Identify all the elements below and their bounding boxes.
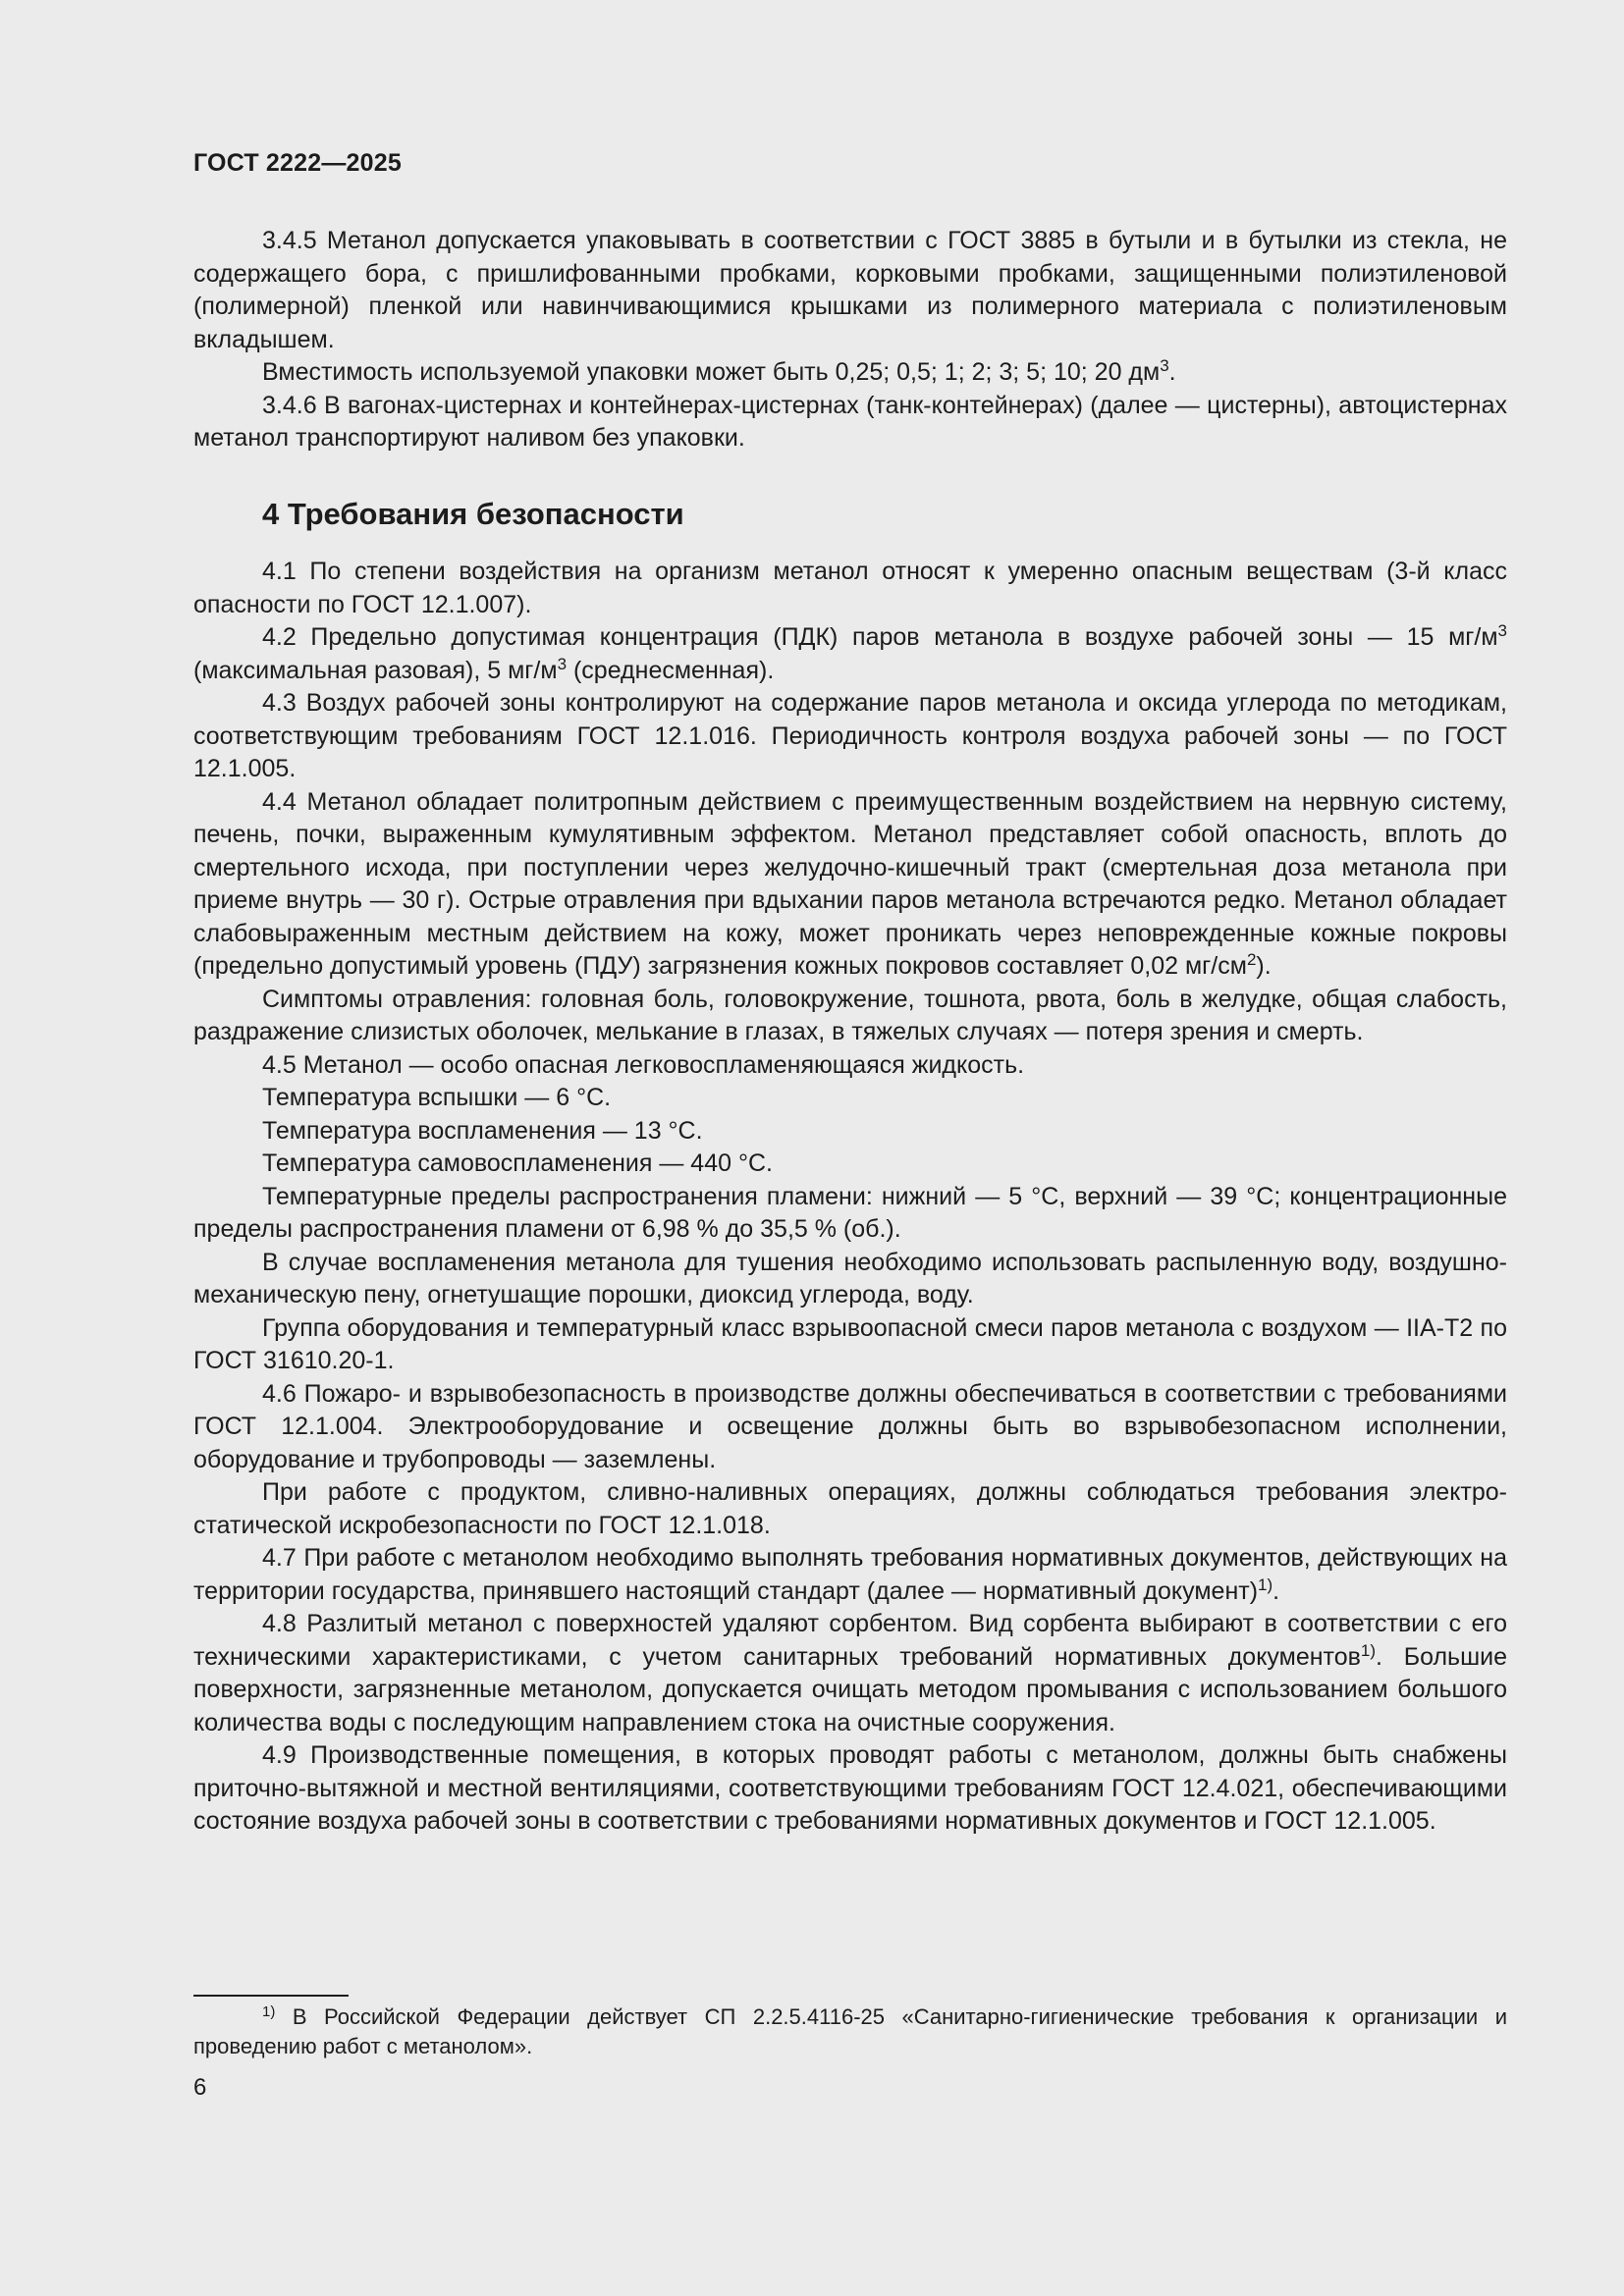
paragraph-3-4-5: 3.4.5 Метанол допускается упаковывать в соответствии с ГОСТ 3885 в бутыли и в бутылки из стекла, не содержащего бора, с пришлифованными пробками, корковыми пробками, защищенными полиэтиленовой (полимерной) пленкой или навинчивающимися крышками из полимерного материала с полиэтиленовым вкладышем.	[193, 227, 1507, 353]
paragraph-equipment-group: Группа оборудования и температурный класс взрывоопасной смеси паров метанола с воздухом — IIA-T2 по ГОСТ 31610.20-1.	[193, 1313, 1507, 1374]
page-number: 6	[193, 2074, 207, 2101]
paragraph-4-7-end: .	[1272, 1576, 1280, 1605]
paragraph-flash-point: Температура вспышки — 6 °С.	[262, 1084, 612, 1111]
paragraph-3-4-6: 3.4.6 В вагонах-цистернах и контейнерах-цистернах (танк-контейнерах) (далее — цистерны), автоцистернах метанол транспортируют наливом без упаковки.	[193, 391, 1507, 452]
paragraph-static-safety: При работе с продуктом, сливно-наливных операциях, должны соблюдаться требования электростатической искробезопасности по ГОСТ 12.1.018.	[193, 1478, 1507, 1539]
paragraph-4-2	[193, 621, 1507, 687]
paragraph-4-4-text: 4.4 Метанол обладает политропным действием с преимущественным воздействием на нервную систему, печень, почки, выраженным кумулятивным эффектом. Метанол представляет собой опасность, вплоть до смертельного исхода, при поступлении через желудочно-кишечный тракт (смертельная доза метанола при приеме внутрь — 30 г). Острые отравления при вдыхании паров метанола встречаются редко. Метанол обладает слабовыраженным местным действием на кожу, может проникать через неповрежденные кожные покровы (предельно допустимый уровень (ПДУ) загрязнения кожных покровов составляет 0,02 мг/см	[193, 787, 1507, 980]
paragraph-4-8-text: 4.8 Разлитый метанол с поверхностей удаляют сорбентом. Вид сорбента выбирают в соответствии с его техническими характеристиками, с учетом санитарных требований нормативных документов	[193, 1610, 1507, 1671]
content-block-safety	[193, 556, 1507, 1839]
paragraph-4-7	[193, 1542, 1507, 1608]
paragraph-4-1: 4.1 По степени воздействия на организм метанол относят к умеренно опасным веществам (3-й класс опасности по ГОСТ 12.1.007).	[193, 558, 1507, 618]
footnote-body: В Российской Федерации действует СП 2.2.5.4116-25 «Санитарно-гигиенические требования к организации и проведению работ с метанолом».	[193, 2004, 1507, 2058]
paragraph-flame-limits: Температурные пределы распространения пламени: нижний — 5 °С, верхний — 39 °С; концентрационные пределы распространения пламени от 6,98 % до 35,5 % (об.).	[193, 1182, 1507, 1243]
superscript: 2	[1246, 950, 1257, 969]
capacity-end: .	[1168, 358, 1176, 386]
paragraph-4-2-text: 4.2 Предельно допустимая концентрация (ПДК) паров метанола в воздухе рабочей зоны — 15 мг/м	[262, 623, 1498, 651]
paragraph-4-9: 4.9 Производственные помещения, в которых проводят работы с метанолом, должны быть снабжены приточно-вытяжной и местной вентиляциями, соответствующими требованиям ГОСТ 12.4.021, обеспечивающими состояние воздуха рабочей зоны в соответствии с требованиями нормативных документов и ГОСТ 12.1.005.	[193, 1741, 1507, 1835]
superscript: 3	[557, 654, 568, 673]
paragraph-capacity	[193, 356, 1507, 390]
footnote-divider	[193, 1995, 349, 1997]
footnote	[193, 2002, 1507, 2061]
paragraph-symptoms: Симптомы отравления: головная боль, головокружение, тошнота, рвота, боль в желудке, общая слабость, раздражение слизистых оболочек, мелькание в глазах, в тяжелых случаях — потеря зрения и смерть.	[193, 985, 1507, 1045]
section-title: 4 Требования безопасности	[262, 497, 684, 531]
superscript: 3	[1497, 621, 1507, 640]
paragraph-4-2-text-3: (среднесменная).	[567, 656, 775, 684]
paragraph-4-8-end: . Большие поверхности, загрязненные метанолом, допускается очищать методом промывания с использованием большого количества воды с последующим направлением стока на очистные сооружения.	[193, 1642, 1507, 1736]
paragraph-ignition: Температура воспламенения — 13 °С.	[262, 1116, 703, 1145]
paragraph-4-4-end: ).	[1256, 952, 1272, 980]
paragraph-4-5: 4.5 Метанол — особо опасная легковоспламеняющаяся жидкость.	[262, 1050, 1025, 1079]
capacity-text: Вместимость используемой упаковки может быть 0,25; 0,5; 1; 2; 3; 5; 10; 20 дм	[262, 358, 1161, 386]
paragraph-autoignition: Температура самовоспламенения — 440 °С.	[262, 1149, 773, 1177]
paragraph-4-2-text-2: (максимальная разовая), 5 мг/м	[193, 656, 558, 684]
document-header: ГОСТ 2222—2025	[193, 149, 402, 177]
paragraph-4-4	[193, 786, 1507, 984]
paragraph-4-7-text: 4.7 При работе с метанолом необходимо выполнять требования нормативных документов, действующих на территории государства, принявшего настоящий стандарт (далее — нормативный документ)	[193, 1544, 1507, 1605]
paragraph-4-3: 4.3 Воздух рабочей зоны контролируют на содержание паров метанола и оксида углерода по методикам, соответствующим требованиям ГОСТ 12.1.016. Периодичность контроля воздуха рабочей зоны — по ГОСТ 12.1.005.	[193, 689, 1507, 782]
footnote-marker: 1)	[262, 2003, 276, 2020]
paragraph-extinguishing: В случае воспламенения метанола для тушения необходимо использовать распыленную воду, воздушно-механическую пену, огнетушащие порошки, диоксид углерода, воду.	[193, 1248, 1507, 1308]
footnote-ref: 1)	[1360, 1640, 1377, 1660]
paragraph-4-6: 4.6 Пожаро- и взрывобезопасность в производстве должны обеспечиваться в соответствии с требованиями ГОСТ 12.1.004. Электрооборудование и освещение должны быть во взрывобезопасном исполнении, оборудование и трубопроводы — заземлены.	[193, 1379, 1507, 1473]
content-block-packaging	[193, 225, 1507, 455]
paragraph-4-8	[193, 1608, 1507, 1739]
footnote-ref: 1)	[1258, 1575, 1273, 1594]
footnote-text	[193, 2002, 1507, 2061]
superscript: 3	[1160, 356, 1169, 375]
